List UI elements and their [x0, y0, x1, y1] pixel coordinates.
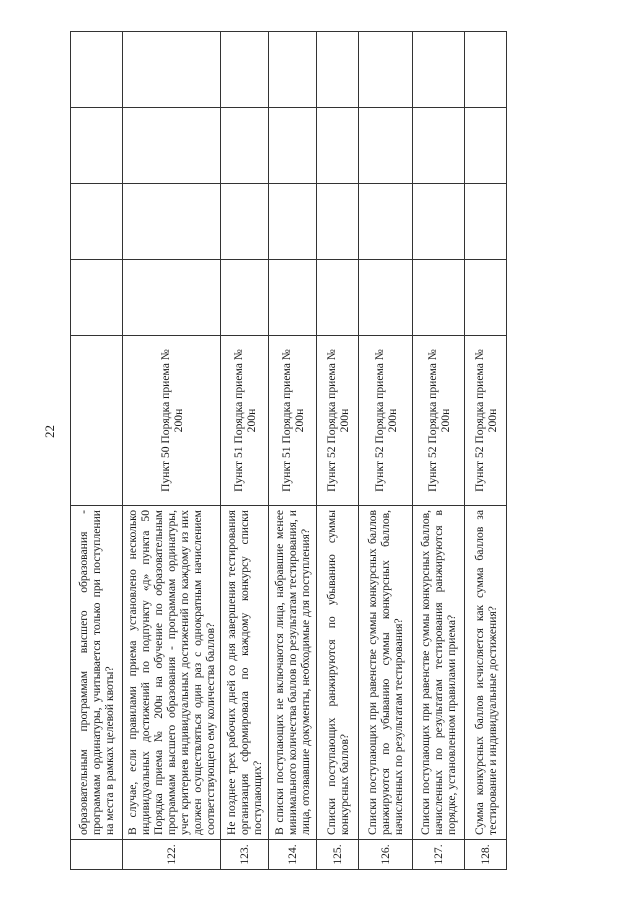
empty-cell [123, 108, 221, 184]
question-cell: Не позднее трех рабочих дней со дня завершения тестирования организация сформировала по каждому конкурсу списки поступающих? [221, 506, 269, 840]
empty-cell [413, 260, 465, 336]
row-number-cell [71, 840, 123, 870]
empty-cell [465, 108, 507, 184]
reference-cell: Пункт 52 Порядка приема № 200н [465, 336, 507, 506]
empty-cell [123, 184, 221, 260]
question-cell: Сумма конкурсных баллов исчисляется как сумма баллов за тестирование и индивидуальные достижения? [465, 506, 507, 840]
checklist-table [70, 31, 507, 870]
row-number-cell: 122. [123, 840, 221, 870]
empty-cell [221, 184, 269, 260]
table-row [123, 32, 221, 870]
reference-cell: Пункт 51 Порядка приема № 200н [269, 336, 317, 506]
page-number: 22 [42, 425, 57, 438]
reference-cell: Пункт 52 Порядка приема № 200н [359, 336, 413, 506]
empty-cell [465, 260, 507, 336]
empty-cell [71, 184, 123, 260]
empty-cell [359, 184, 413, 260]
table-row [359, 32, 413, 870]
table-row [269, 32, 317, 870]
row-number-cell: 126. [359, 840, 413, 870]
empty-cell [269, 32, 317, 108]
question-cell: образовательным программам высшего образования - программам ординатуры, учитывается только при поступлении на места в рамках целевой квоты? [71, 506, 123, 840]
empty-cell [413, 108, 465, 184]
empty-cell [269, 108, 317, 184]
question-cell: Списки поступающих ранжируются по убыванию суммы конкурсных баллов? [317, 506, 359, 840]
question-cell: В случае, если правилами приема установлено несколько индивидуальных достижений по подпункту «д» пункта 50 Порядка приема № 200н на обучение по образовательным программам высшего образования - программам ординатуры, учет критериев индивидуальных достижений по каждому из них должен осуществляться один раз с однократным начислением соответствующего ему количества баллов? [123, 506, 221, 840]
table-row [413, 32, 465, 870]
empty-cell [269, 184, 317, 260]
empty-cell [465, 184, 507, 260]
question-cell: Списки поступающих при равенстве суммы конкурсных баллов ранжируются по убыванию суммы конкурсных баллов, начисленных по результатам тестирования? [359, 506, 413, 840]
empty-cell [221, 32, 269, 108]
empty-cell [269, 260, 317, 336]
table-row [317, 32, 359, 870]
empty-cell [71, 260, 123, 336]
empty-cell [317, 32, 359, 108]
question-cell: Списки поступающих при равенстве суммы конкурсных баллов, начисленных по результатам тестирования ранжируются в порядке, установленном правилами приема? [413, 506, 465, 840]
table-body [71, 32, 507, 870]
table-row [221, 32, 269, 870]
empty-cell [413, 32, 465, 108]
empty-cell [123, 260, 221, 336]
empty-cell [221, 260, 269, 336]
row-number-cell: 123. [221, 840, 269, 870]
table-row [71, 32, 123, 870]
row-number-cell: 128. [465, 840, 507, 870]
empty-cell [123, 32, 221, 108]
row-number-cell: 124. [269, 840, 317, 870]
reference-cell: Пункт 52 Порядка приема № 200н [413, 336, 465, 506]
reference-cell: Пункт 51 Порядка приема № 200н [221, 336, 269, 506]
empty-cell [317, 184, 359, 260]
row-number-cell: 127. [413, 840, 465, 870]
empty-cell [359, 32, 413, 108]
empty-cell [359, 260, 413, 336]
empty-cell [413, 184, 465, 260]
reference-cell: Пункт 52 Порядка приема № 200н [317, 336, 359, 506]
empty-cell [221, 108, 269, 184]
question-cell: В списки поступающих не включаются лица, набравшие менее минимального количества баллов по результатам тестирования, и лица, отозвавшие документы, необходимые для поступления? [269, 506, 317, 840]
empty-cell [71, 32, 123, 108]
empty-cell [317, 108, 359, 184]
empty-cell [317, 260, 359, 336]
table-row [465, 32, 507, 870]
empty-cell [359, 108, 413, 184]
empty-cell [465, 32, 507, 108]
reference-cell [71, 336, 123, 506]
row-number-cell: 125. [317, 840, 359, 870]
reference-cell: Пункт 50 Порядка приема № 200н [123, 336, 221, 506]
empty-cell [71, 108, 123, 184]
